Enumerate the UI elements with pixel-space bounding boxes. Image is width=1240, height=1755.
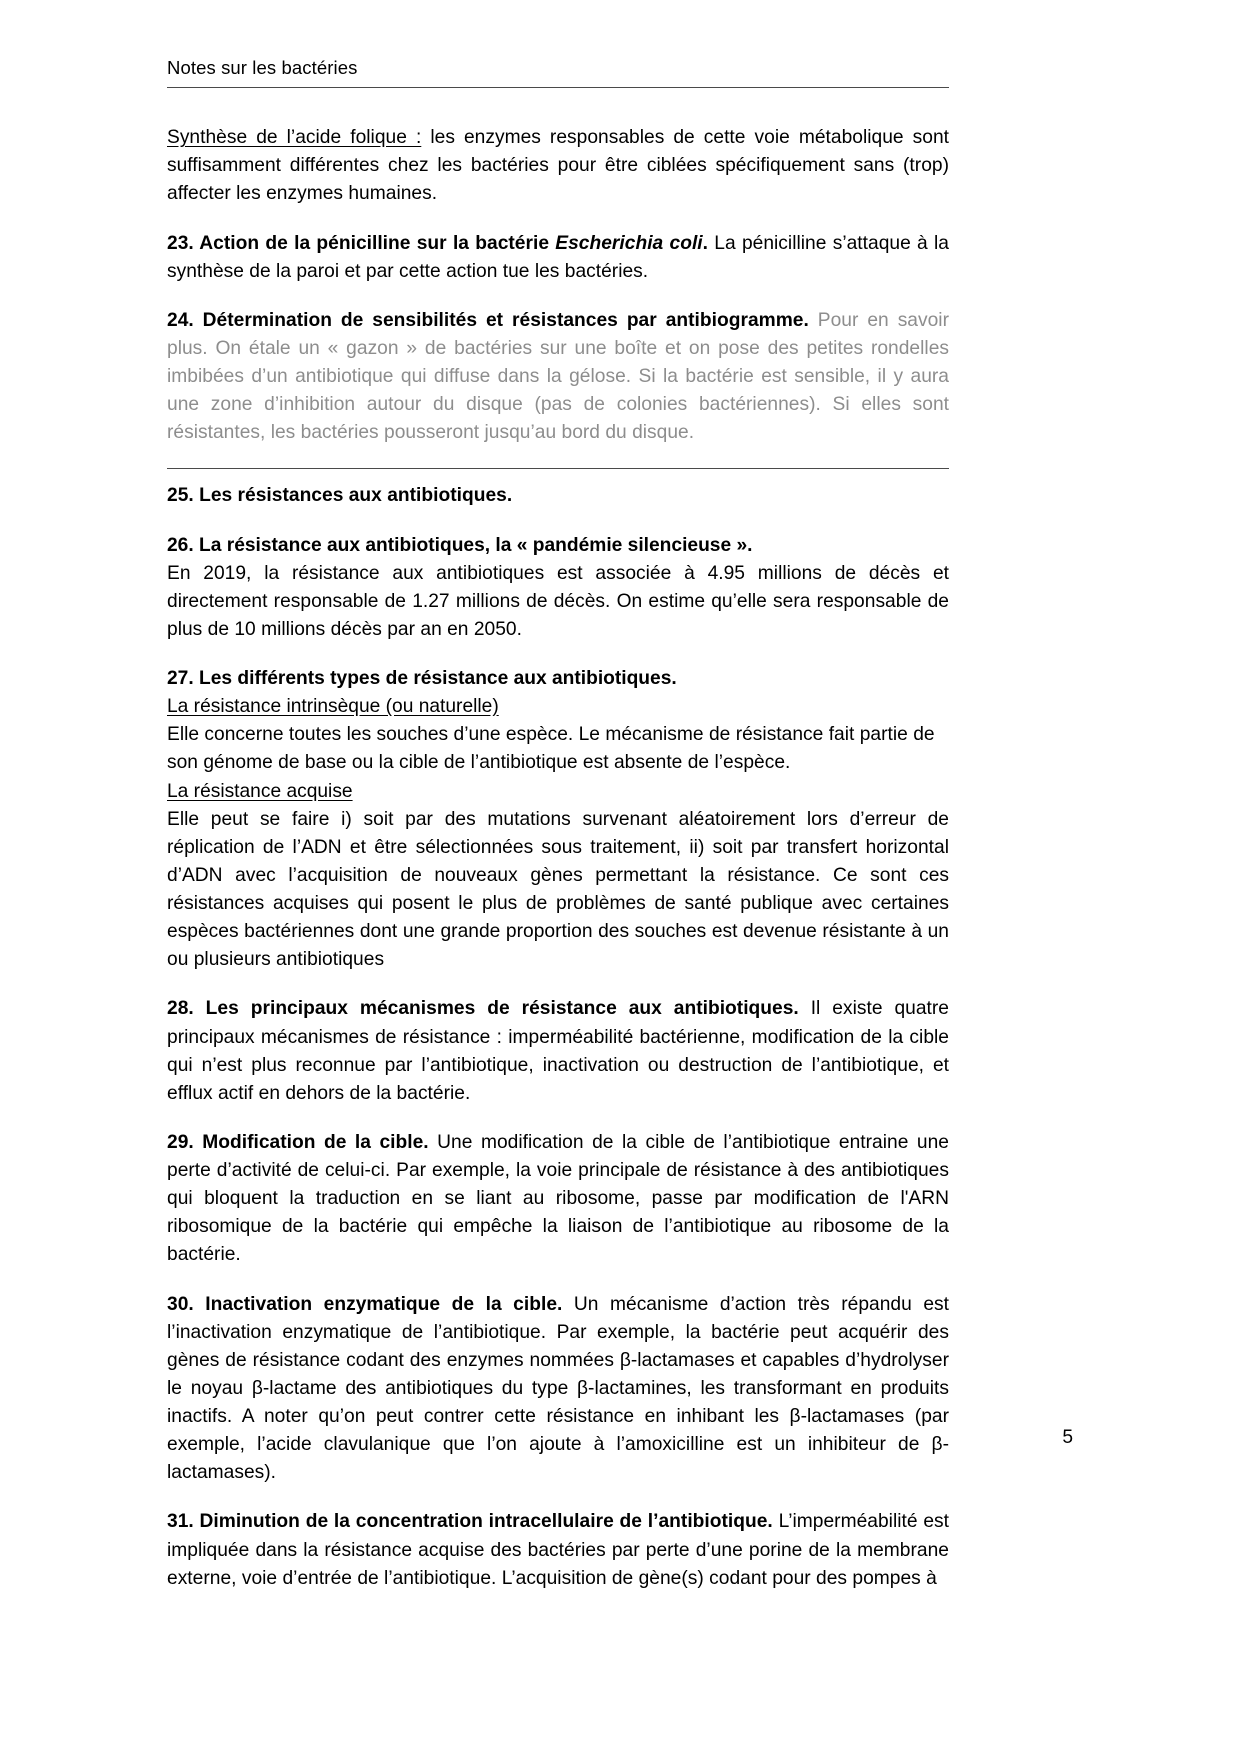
item-23-heading-suffix: . [702,232,709,254]
running-header [167,0,949,79]
item-27-sub1-title: La résistance intrinsèque (ou naturelle) [167,696,499,718]
item-27-sub1-title-line [167,693,949,721]
page-number [291,1425,1073,1452]
paragraph-item-24 [167,307,949,448]
paragraph-item-26-body [167,560,949,644]
item-27-heading-line [167,665,949,693]
item-24-body: Pour en savoir plus. On étale un « gazon » de bactéries sur une boîte et on pose des petites rondelles imbibées d’un antibiotique qui diffuse dans la gélose. Si la bactérie est sensible, il y aura une zone d’inhibition autour du disque (pas de colonies bactériennes). Si elles sont résistantes, les bactéries pousseront jusqu’au bord du disque. [167,309,949,444]
paragraph-item-30 [167,1291,949,1488]
section-divider-before-25 [167,468,949,469]
item-28-body: Il existe quatre principaux mécanismes de résistance : imperméabilité bactérienne, modification de la cible qui n’est plus reconnue par l’antibiotique, inactivation ou destruction de l’antibiotique, et efflux actif en dehors de la bactérie. [167,998,949,1104]
item-27-sub1-body: Elle concerne toutes les souches d’une espèce. Le mécanisme de résistance fait partie de son génome de base ou la cible de l’antibiotique est absente de l’espèce. [167,724,935,774]
paragraph-item-27-sub1-body [167,721,949,777]
item-25-heading: 25. Les résistances aux antibiotiques. [167,485,513,507]
item-24-heading: 24. Détermination de sensibilités et résistances par antibiogramme. [167,309,809,331]
item-30-heading: 30. Inactivation enzymatique de la cible. [167,1293,563,1315]
item-31-heading: 31. Diminution de la concentration intracellulaire de l’antibiotique. [167,1511,773,1533]
body-text [167,124,949,1593]
item-27-sub2-title-line [167,778,949,806]
paragraph-item-29 [167,1129,949,1270]
page-content [167,0,949,1614]
item-31-body: L’imperméabilité est impliquée dans la résistance acquise des bactéries par perte d’une porine de la membrane externe, voie d’entrée de l’antibiotique. L’acquisition de gène(s) codant pour des pompes à [167,1511,949,1589]
item-27-sub2-title: La résistance acquise [167,780,353,802]
item-29-heading: 29. Modification de la cible. [167,1131,429,1153]
item-27-heading: 27. Les différents types de résistance aux antibiotiques. [167,668,677,689]
item-23-heading-prefix: 23. Action de la pénicilline sur la bactérie [167,232,556,254]
paragraph-item-31 [167,1508,949,1592]
folic-acid-label: Synthèse de l’acide folique : [167,127,422,149]
item-23-heading-species: Escherichia coli [555,232,703,254]
item-30-body: Un mécanisme d’action très répandu est l’inactivation enzymatique de l’antibiotique. Par exemple, la bactérie peut acquérir des gènes de résistance codant des enzymes nommées β-lactamases et capables d’hydrolyser le noyau β-lactame des antibiotiques du type β-lactamines, les transformant en produits inactifs. A noter qu’on peut contrer cette résistance en inhibant les β-lactamases (par exemple, l’acide clavulanique que l’on ajoute à l’amoxicilline est un inhibiteur de β-lactamases). [167,1293,949,1484]
paragraph-item-28 [167,995,949,1108]
header-title: Notes sur les bactéries [167,57,358,78]
item-27-sub2-body: Elle peut se faire i) soit par des mutations survenant aléatoirement lors d’erreur de réplication de l’ADN et être sélectionnées sous traitement, ii) soit par transfert horizontal d’ADN avec l’acquisition de nouveaux gènes permettant la résistance. Ce sont ces résistances acquises qui posent le plus de problèmes de santé publique avec certaines espèces bactériennes dont une grande proportion des souches est devenue résistante à un ou plusieurs antibiotiques [167,808,949,971]
item-23-body: La pénicilline s’attaque à la synthèse de la paroi et par cette action tue les bactéries. [167,232,949,282]
item-29-body: Une modification de la cible de l’antibiotique entraine une perte d’activité de celui-ci. Par exemple, la voie principale de résistance à des antibiotiques qui bloquent la traduction en se liant au ribosome, passe par modification de l'ARN ribosomique de la bactérie qui empêche la liaison de l’antibiotique au ribosome de la bactérie. [167,1131,949,1266]
item-28-heading: 28. Les principaux mécanismes de résistance aux antibiotiques. [167,998,799,1020]
page-number-value: 5 [1062,1427,1073,1448]
folic-acid-body: les enzymes responsables de cette voie métabolique sont suffisamment différentes chez les bactéries pour être ciblées spécifiquement sans (trop) affecter les enzymes humaines. [167,127,949,205]
item-26-body: En 2019, la résistance aux antibiotiques est associée à 4.95 millions de décès et directement responsable de 1.27 millions de décès. On estime qu’elle sera responsable de plus de 10 millions décès par an en 2050. [167,562,949,640]
paragraph-item-27-sub2-body [167,806,949,975]
item-26-heading: 26. La résistance aux antibiotiques, la « pandémie silencieuse ». [167,534,753,556]
header-divider [167,87,949,88]
paragraph-item-23 [167,230,949,286]
paragraph-folic-acid [167,124,949,208]
item-26-heading-line [167,532,949,560]
paragraph-item-25 [167,482,949,510]
